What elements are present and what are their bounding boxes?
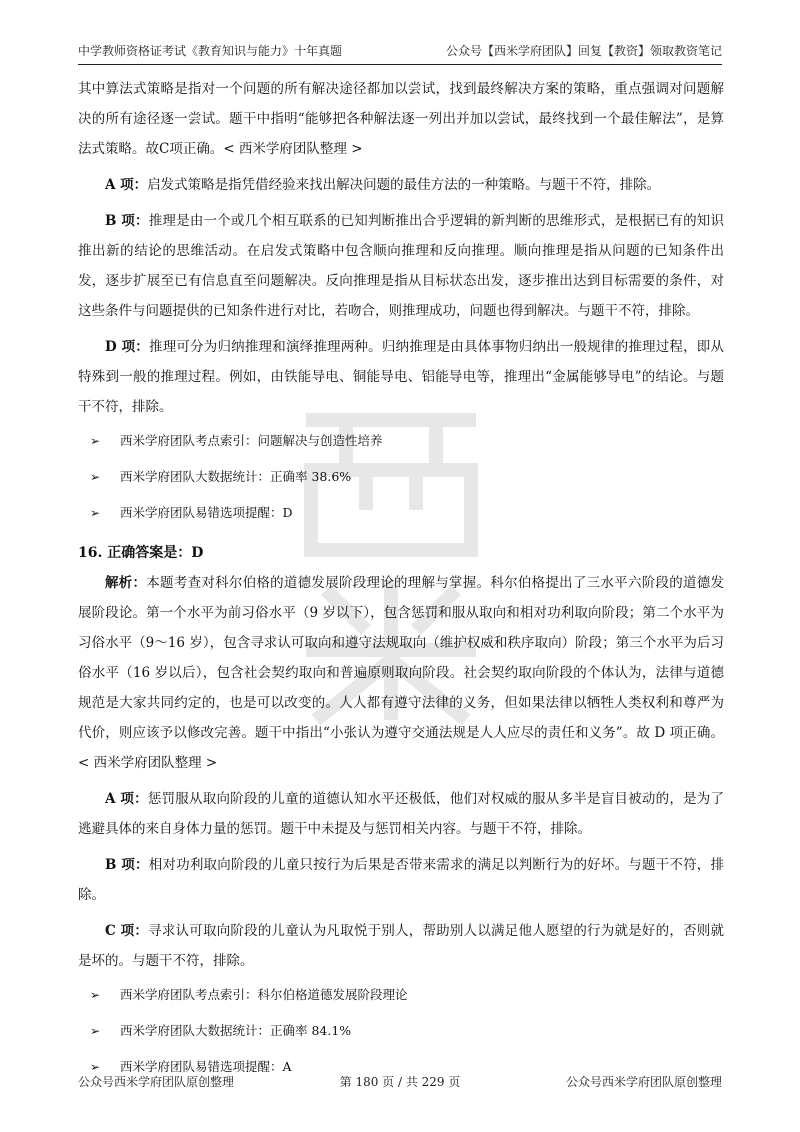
header-right: 公众号【西米学府团队】回复【教资】领取教资笔记 bbox=[445, 44, 722, 58]
option-c-lead: C 项： bbox=[105, 923, 149, 939]
q15-intro-paragraph: 其中算法式策略是指对一个问题的所有解决途径都加以尝试，找到最终解决方案的策略，重点强调对问题解决的所有途径逐一尝试。题干中指明“能够把各种解法逐一列出并加以尝试，最终找到一个最佳解法”，是算法式策略。故C项正确。< 西米学府团队整理 > bbox=[78, 81, 724, 157]
page-footer bbox=[78, 1073, 722, 1095]
arrow-bullet-icon: ➢ bbox=[90, 506, 101, 520]
arrow-bullet-icon: ➢ bbox=[90, 1060, 101, 1074]
option-a-lead: A 项： bbox=[105, 791, 148, 807]
option-b-text: 相对功利取向阶段的儿童只按行为后果是否带来需求的满足以判断行为的好坏。与题干不符，排除。 bbox=[78, 857, 724, 903]
q16-analysis bbox=[78, 568, 724, 778]
option-d-text: 推理可分为归纳推理和演绎推理两种。归纳推理是由具体事物归纳出一般规律的推理过程，即从特殊到一般的推理过程。例如，由铁能导电、铜能导电、铝能导电等，推理出“金属能够导电”的结论。与题干不符，排除。 bbox=[78, 339, 724, 415]
bullet-text: 西米学府团队大数据统计：正确率 84.1% bbox=[120, 1023, 352, 1038]
arrow-bullet-icon: ➢ bbox=[90, 434, 101, 448]
q15-bullet-index bbox=[90, 430, 724, 452]
q15-bullet-stats bbox=[90, 466, 724, 488]
analysis-lead: 解析： bbox=[105, 575, 147, 591]
q15-option-a bbox=[78, 170, 724, 200]
q16-answer: D bbox=[191, 545, 204, 561]
arrow-bullet-icon: ➢ bbox=[90, 988, 101, 1002]
bullet-text: 西米学府团队考点索引：问题解决与创造性培养 bbox=[120, 433, 383, 448]
q16-option-a bbox=[78, 784, 724, 844]
q16-title-label: 16. 正确答案是： bbox=[78, 545, 192, 561]
q16-option-c bbox=[78, 916, 724, 976]
option-d-lead: D 项： bbox=[105, 339, 149, 355]
arrow-bullet-icon: ➢ bbox=[90, 470, 101, 484]
q16-bullet-stats bbox=[90, 1020, 724, 1042]
page-number: 第 180 页 / 共 229 页 bbox=[339, 1075, 461, 1089]
option-b-lead: B 项： bbox=[105, 213, 149, 229]
option-b-text: 推理是由一个或几个相互联系的已知判断推出合乎逻辑的新判断的思维形式，是根据已有的知识推出新的结论的思维活动。在启发式策略中包含顺向推理和反向推理。顺向推理是指从问题的已知条件出发，逐步扩展至已有信息直至问题解决。反向推理是指从目标状态出发，逐步推出达到目标需要的条件，对这些条件与问题提供的已知条件进行对比，若吻合，则推理成功，问题也得到解决。与题干不符，排除。 bbox=[78, 213, 724, 319]
page-header bbox=[78, 40, 722, 65]
bullet-text: 西米学府团队大数据统计：正确率 38.6% bbox=[120, 469, 352, 484]
q16-bullet-index bbox=[90, 984, 724, 1006]
bullet-text: 西米学府团队易错选项提醒：A bbox=[120, 1059, 292, 1074]
bullet-text: 西米学府团队易错选项提醒：D bbox=[120, 505, 293, 520]
footer-left: 公众号西米学府团队原创整理 bbox=[78, 1075, 235, 1089]
q15-option-d bbox=[78, 332, 724, 422]
analysis-text: 本题考查对科尔伯格的道德发展阶段理论的理解与掌握。科尔伯格提出了三水平六阶段的道德发展阶段论。第一个水平为前习俗水平（9 岁以下），包含惩罚和服从取向和相对功利取向阶段；第二个水平为习俗水平（9～16 岁），包含寻求认可取向和遵守法规取向（维护权威和秩序取向）阶段；第三个水平为后习俗水平（16 岁以后），包含社会契约取向和普遍原则取向阶段。社会契约取向阶段的个体认为，法律与道德规范是大家共同约定的，也是可以改变的。人人都有遵守法律的义务，但如果法律以牺牲人类权利和尊严为代价，则应该予以修改完善。题干中指出“小张认为遵守交通法规是人人应尽的责任和义务”。故 D 项正确。< 西米学府团队整理 > bbox=[78, 575, 725, 771]
option-a-text: 启发式策略是指凭借经验来找出解决问题的最佳方法的一种策略。与题干不符，排除。 bbox=[147, 177, 661, 193]
q16-title bbox=[78, 538, 724, 568]
q15-bullet-error-hint bbox=[90, 502, 724, 524]
footer-right: 公众号西米学府团队原创整理 bbox=[565, 1075, 722, 1089]
arrow-bullet-icon: ➢ bbox=[90, 1024, 101, 1038]
option-b-lead: B 项： bbox=[105, 857, 149, 873]
option-a-text: 惩罚服从取向阶段的儿童的道德认知水平还极低，他们对权威的服从多半是盲目被动的，是为了逃避具体的来自身体力量的惩罚。题干中未提及与惩罚相关内容。与题干不符，排除。 bbox=[78, 791, 724, 837]
page-content bbox=[78, 74, 724, 1092]
bullet-text: 西米学府团队考点索引：科尔伯格道德发展阶段理论 bbox=[120, 987, 408, 1002]
option-c-text: 寻求认可取向阶段的儿童认为凡取悦于别人，帮助别人以满足他人愿望的行为就是好的，否则就是坏的。与题干不符，排除。 bbox=[78, 923, 725, 969]
option-a-lead: A 项： bbox=[105, 177, 148, 193]
header-left: 中学教师资格证考试《教育知识与能力》十年真题 bbox=[78, 44, 343, 58]
q16-option-b bbox=[78, 850, 724, 910]
q15-option-b bbox=[78, 206, 724, 326]
